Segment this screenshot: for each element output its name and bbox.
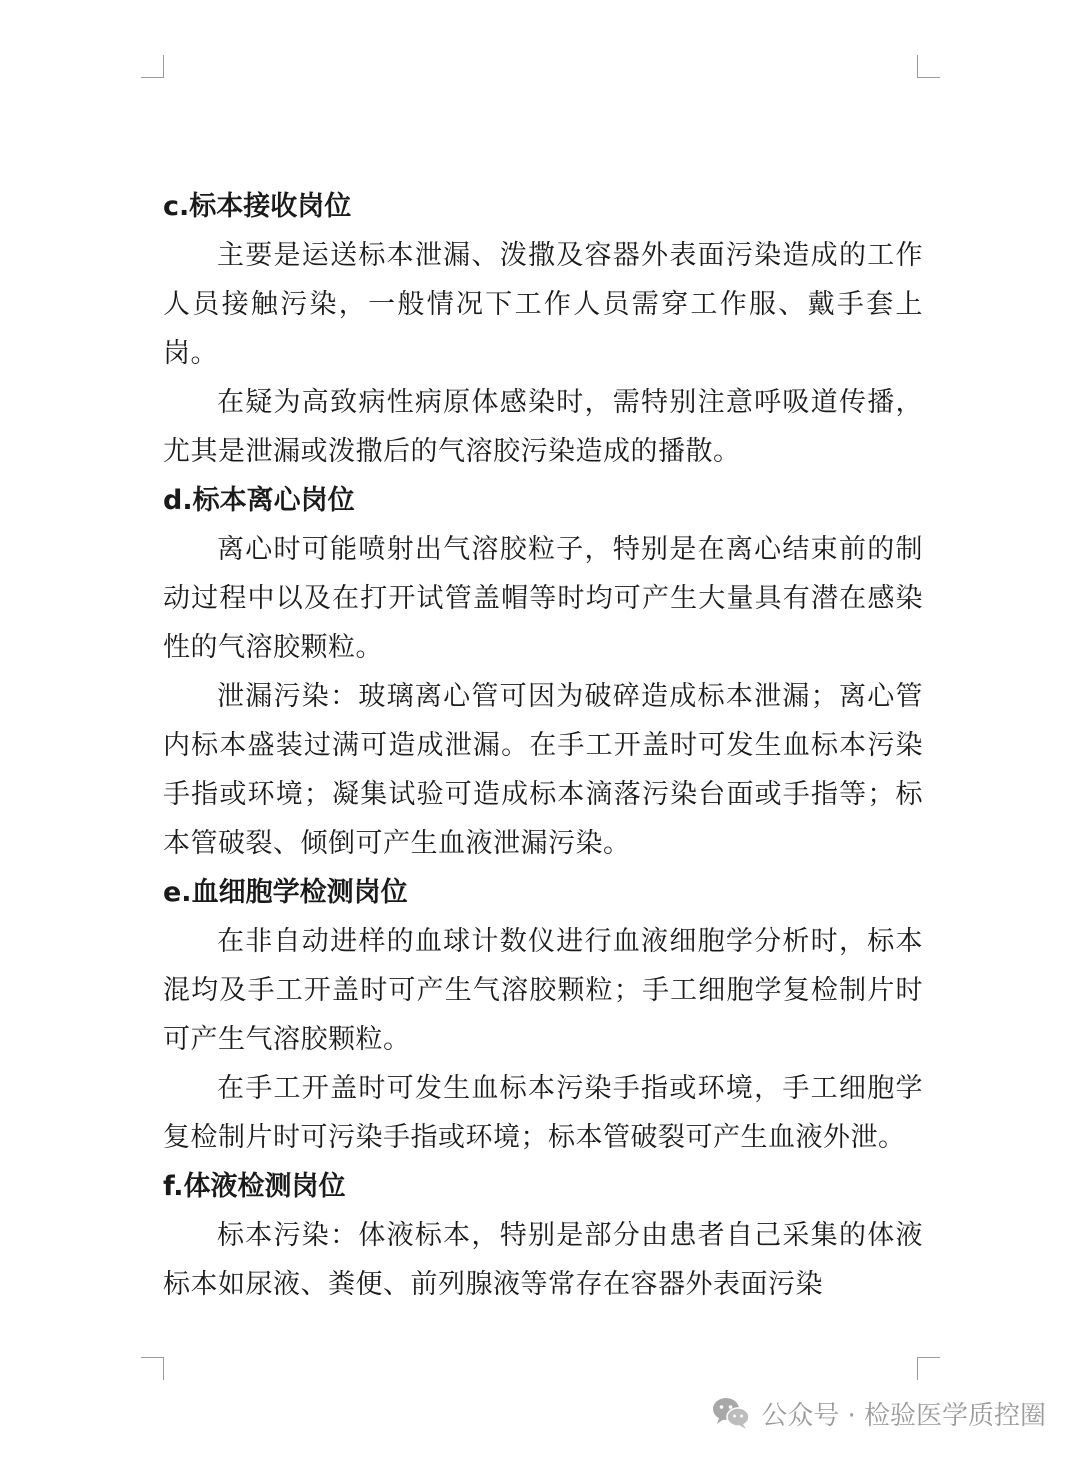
paragraph: 标本污染：体液标本，特别是部分由患者自己采集的体液标本如尿液、粪便、前列腺液等常存在容器外表面污染 (163, 1220, 923, 1300)
wechat-icon (711, 1396, 751, 1430)
crop-mark-top-left (141, 55, 164, 78)
paragraph: 在手工开盖时可发生血标本污染手指或环境，手工细胞学复检制片时可污染手指或环境；标本管破裂可产生血液外泄。 (163, 1073, 923, 1153)
document-body (163, 182, 923, 1309)
section-heading-f: f.体液检测岗位 (163, 1171, 346, 1202)
section-heading-d: d.标本离心岗位 (163, 485, 355, 516)
paragraph: 在非自动进样的血球计数仪进行血液细胞学分析时，标本混均及手工开盖时可产生气溶胶颗粒；手工细胞学复检制片时可产生气溶胶颗粒。 (163, 926, 923, 1055)
paragraph: 主要是运送标本泄漏、泼撒及容器外表面污染造成的工作人员接触污染，一般情况下工作人员需穿工作服、戴手套上岗。 (163, 240, 923, 369)
paragraph: 泄漏污染：玻璃离心管可因为破碎造成标本泄漏；离心管内标本盛装过满可造成泄漏。在手工开盖时可发生血标本污染手指或环境；凝集试验可造成标本滴落污染台面或手指等；标本管破裂、倾倒可产生血液泄漏污染。 (163, 681, 923, 859)
watermark-text: 公众号 · 检验医学质控圈 (761, 1400, 1046, 1431)
paragraph: 在疑为高致病性病原体感染时，需特别注意呼吸道传播，尤其是泄漏或泼撒后的气溶胶污染造成的播散。 (163, 387, 923, 467)
watermark (711, 1393, 1046, 1433)
section-heading-c: c.标本接收岗位 (163, 191, 352, 222)
section-heading-e: e.血细胞学检测岗位 (163, 877, 408, 908)
crop-mark-top-right (917, 55, 940, 78)
crop-mark-bottom-left (141, 1357, 164, 1380)
crop-mark-bottom-right (917, 1357, 940, 1380)
paragraph: 离心时可能喷射出气溶胶粒子，特别是在离心结束前的制动过程中以及在打开试管盖帽等时均可产生大量具有潜在感染性的气溶胶颗粒。 (163, 534, 923, 663)
